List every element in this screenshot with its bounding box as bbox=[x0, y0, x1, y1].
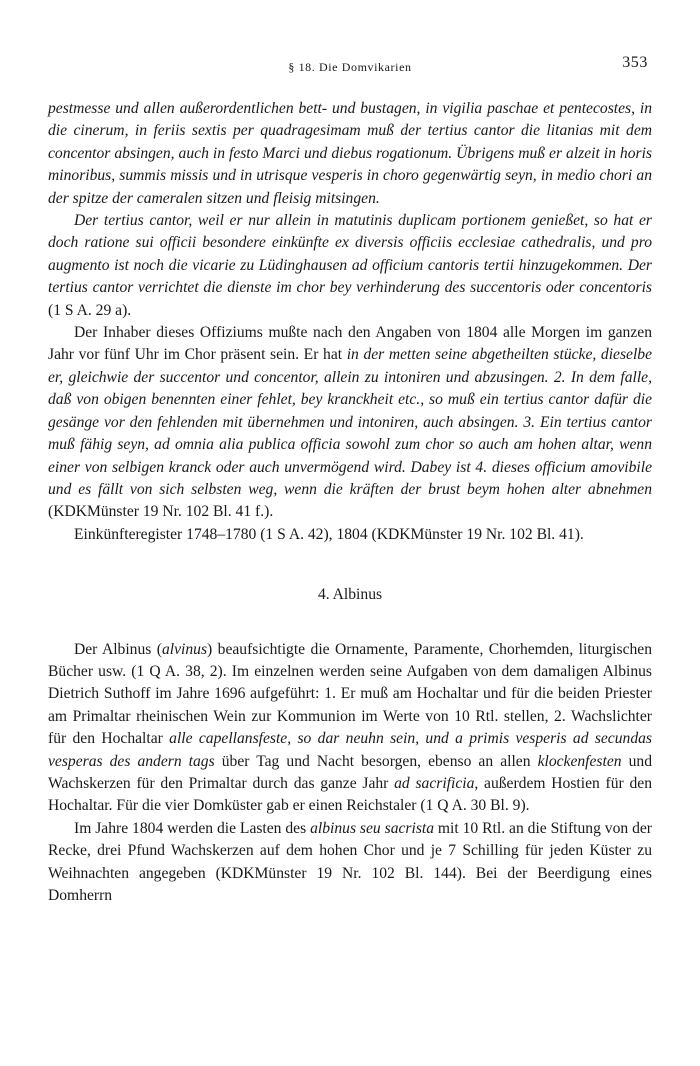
paragraph-income-register bbox=[48, 524, 652, 546]
text-run: Im Jahre 1804 werden die Lasten des bbox=[74, 819, 311, 837]
paragraph-albinus-1804 bbox=[48, 818, 652, 908]
text-run: (1 S A. 29 a). bbox=[48, 301, 132, 319]
italic-quote-run: in der metten seine abgetheilten stücke, dieselbe er, gleichwie der succentor und concentor, allein zu intoniren und abzusingen. 2. In dem falle, daß von obigen benennten einer fehlet, bey kranckheit etc., so muß ein tertius cantor dafür die gesänge vor den fehlenden mit übernehmen und intoniren, auch absingen. 3. Ein tertius cantor muß fähig seyn, ad omnia alia publica officia sowohl zum chor so auch am hohen altar, wenn einer von selbigen kranck oder auch unvermögend wird. Dabey ist 4. dieses officium amovibile und es fällt von sich selbsten weg, wenn die kräften der brust beym hohen alter abnehmen bbox=[48, 346, 652, 498]
italic-quote-run: alle capellansfeste, so dar neuhn sein, und a primis vesperis ad secundas vesperas des andern tags bbox=[48, 730, 652, 770]
text-run: , außerdem Hostien für den Hochaltar. Für die vier Domküster gab er einen Reichstaler (1 Q A. 30 Bl. 9). bbox=[48, 774, 652, 815]
section-heading-albinus: 4. Albinus bbox=[317, 586, 383, 604]
text-run: und Wachskerzen für den Primaltar durch das ganze Jahr bbox=[48, 752, 652, 792]
text-run: Einkünfteregister 1748–1780 (1 S A. 42), 1804 (KDKMünster 19 Nr. 102 Bl. 41). bbox=[74, 525, 584, 543]
paragraph-albinus-tasks bbox=[48, 639, 652, 818]
italic-quote-run: ad sacrificia bbox=[394, 774, 475, 792]
body-text bbox=[48, 98, 652, 907]
paragraph-1804-duties bbox=[48, 322, 652, 524]
paragraph-duties-quote bbox=[48, 98, 652, 210]
italic-quote-run: Der tertius cantor, weil er nur allein in matutinis duplicam portionem genießet, so hat er doch ratione sui officii besondere einkünfte ex diversis officiis ecclesiae cathedralis, und pro augmento ist noch die vicarie zu Lüdinghausen ad officium cantoris tertii hinzugekommen. Der tertius cantor verrichtet die dienste im chor bey verhinderung des succentoris oder concentoris bbox=[48, 212, 652, 297]
italic-quote-run: klockenfesten bbox=[537, 752, 622, 770]
italic-quote-run: albinus seu sacrista bbox=[310, 819, 435, 837]
page-number: 353 bbox=[622, 54, 648, 71]
text-run: ) beaufsichtigte die Ornamente, Paramente, Chorhemden, liturgischen Bücher usw. (1 Q A. 38, 2). Im einzelnen werden seine Aufgaben von dem damaligen Albinus Dietrich Suthoff im Jahre 1696 aufgeführt: 1. Er muß am Hochaltar und für die beiden Priester am Primaltar rheinischen Wein zur Kommunion im Werte von 10 Rtl. stellen, 2. Wachslichter für den Hochaltar bbox=[48, 640, 653, 748]
text-run: über Tag und Nacht besorgen, ebenso an allen bbox=[214, 752, 538, 770]
running-head bbox=[48, 54, 652, 80]
text-run: mit 10 Rtl. an die Stiftung von der Recke, drei Pfund Wachskerzen auf dem hohen Chor und je 7 Schilling für jeden Küster zu Weihnachten angegeben (KDKMünster 19 Nr. 102 Bl. 144). Bei der Beerdigung eines Domherrn bbox=[48, 819, 652, 904]
text-run: Der Albinus ( bbox=[74, 640, 162, 658]
italic-quote-run: pestmesse und allen außerordentlichen bett- und bustagen, in vigilia paschae et pentecostes, in die cinerum, in feriis sextis per quadragesimam muß der tertius cantor die litanias mit dem concentor absingen, auch in festo Marci und diebus rogationum. Übrigens muß er alzeit in horis minoribus, summis missis und in utrisque vesperis in choro gegenwärtig seyn, in medio chori an der spitze der cameralen sitzen und fleisig mitsingen. bbox=[48, 100, 652, 207]
paragraph-income-quote bbox=[48, 210, 652, 322]
italic-quote-run: alvinus bbox=[161, 640, 208, 658]
text-run: (KDKMünster 19 Nr. 102 Bl. 41 f.). bbox=[48, 503, 274, 521]
running-head-title: § 18. Die Domvikarien bbox=[288, 60, 412, 74]
text-run: Der Inhaber dieses Offiziums mußte nach den Angaben von 1804 alle Morgen im ganzen Jahr vor fünf Uhr im Chor präsent sein. Er hat bbox=[48, 324, 652, 364]
